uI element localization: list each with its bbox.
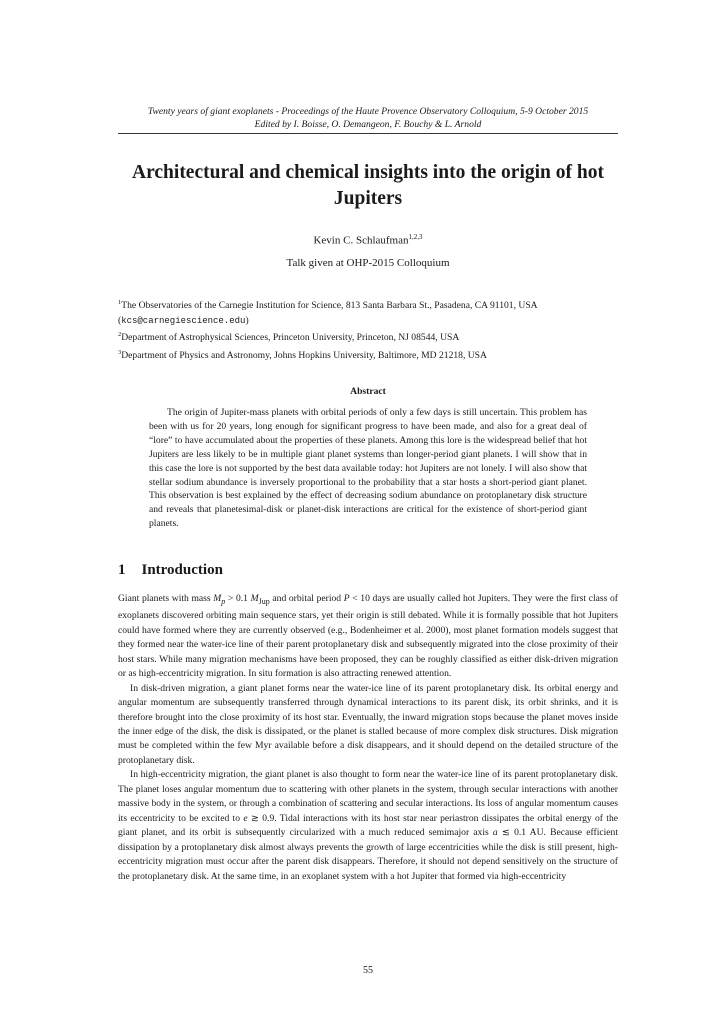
math-e-relation: ≳ 0.9: [247, 812, 275, 824]
author-name: Kevin C. Schlaufman: [313, 234, 409, 247]
running-header: [118, 106, 618, 131]
affiliations: [118, 296, 618, 364]
email-address[interactable]: kcs@carnegiescience.edu: [121, 315, 246, 326]
math-mp-symbol: M: [213, 593, 222, 604]
header-rule: [118, 133, 618, 134]
header-line-1: Twenty years of giant exoplanets - Proceedings of the Haute Provence Observatory Colloquium, 5-9 October 2015: [147, 106, 589, 117]
affil-text-1: The Observatories of the Carnegie Institution for Science, 813 Santa Barbara St., Pasadena, CA 91101, USA: [121, 300, 538, 312]
affil-mark-3: 3: [118, 349, 122, 357]
abstract-text: The origin of Jupiter-mass planets with orbital periods of only a few days is still uncertain. This problem has been with us for 20 years, long enough for significant progress to have been made, and also for a great deal of “lore” to have accumulated about the properties of these planets. Among this lore is the widespread belief that hot Jupiters are less likely to be in multiple giant planet systems than longer-period giant planets. I will show that in this case the lore is not supported by the best data available today: hot Jupiters are not lonely. I will also show that stellar sodium abundance is inversely proportional to the probability that a star hosts a short-period giant planet. This observation is best explained by the effect of decreasing sodium abundance on protoplanetary disk structure and reveals that planetesimal-disk or planet-disk interactions are critical for the existence of short-period giant planets.: [149, 407, 587, 530]
talk-note: Talk given at OHP-2015 Colloquium: [286, 257, 450, 269]
paragraph-3: [118, 768, 618, 884]
paper-title: Architectural and chemical insights into the origin of hot Jupiters: [132, 162, 604, 209]
section-title: Introduction: [141, 562, 223, 578]
affil-text-2: Department of Astrophysical Sciences, Princeton University, Princeton, NJ 08544, USA: [121, 332, 460, 344]
math-a-relation: ≲ 0.1 AU: [497, 827, 544, 839]
author-line: [118, 233, 618, 247]
p1-text-b: and orbital period: [269, 593, 344, 604]
section-heading: [118, 562, 223, 579]
math-a-symbol: a: [492, 827, 498, 839]
affiliation-1: [118, 296, 618, 314]
math-mp-relation: > 0.1: [225, 593, 251, 604]
p3-text-a: In high-eccentricity migration, the giant planet is also thought to form near the water-ice line of its parent protoplanetary disk. The planet loses angular momentum due to scattering with other planets in the system, through secular interactions with another massive body in the system, or through a combination of scattering and secular interactions. Its loss of angular momentum causes its eccentricity to be excited to: [118, 769, 618, 824]
abstract-heading: Abstract: [350, 386, 386, 397]
page-number: 55: [363, 965, 373, 976]
math-mjup-symbol: M: [250, 593, 259, 604]
p3-text-b: . Tidal interactions with its host star near periastron dissipates the orbital energy of the giant planet, and its orbit is subsequently circularized with a much reduced semimajor axis: [118, 812, 619, 839]
math-period-relation: < 10 days: [349, 593, 391, 604]
affil-text-3: Department of Physics and Astronomy, Johns Hopkins University, Baltimore, MD 21218, USA: [121, 350, 487, 362]
p1-text-a: Giant planets with mass: [118, 593, 214, 604]
paragraph-2: In disk-driven migration, a giant planet forms near the water-ice line of its parent protoplanetary disk. Its orbital energy and angular momentum are subsequently transferred through dynamical interactions to its parent disk, its orbit shrinks, and it is therefore brought into the close proximity of its host star. Eventually, the inward migration stops because the planet moves inside the inner edge of the disk, the disk is dissipated, or the planet is stalled because of more complex disk structures. Disk migration must be completed within the few Myr available before a disk disappears, and it should depend on the detailed structure of the protoplanetary disk.: [118, 682, 618, 766]
affiliation-2: [118, 328, 618, 346]
affil-mark-2: 2: [118, 331, 122, 339]
math-e-symbol: e: [243, 812, 248, 824]
section-body: [118, 592, 618, 884]
header-line-2: Edited by I. Boisse, O. Demangeon, F. Bouchy & L. Arnold: [254, 118, 482, 130]
math-mp-sub: p: [221, 596, 226, 606]
author-email[interactable]: (kcs@carnegiescience.edu): [118, 314, 249, 326]
math-mjup-sub: Jup: [258, 596, 270, 606]
p1-text-c: are usually called hot Jupiters. They were the first class of exoplanets discovered orbiting main sequence stars, yet their origin is still debated. While it is formally possible that hot Jupiters could have formed where they are currently observed (e.g., Bodenheimer et al. 2000), most planet formation models suggest that they formed near the water-ice line of their parent protoplanetary disk and subsequently migrated into the close proximity of their host stars. While many migration mechanisms have been proposed, they can be roughly classified as either disk-driven migration or as high-eccentricity migration. In situ formation is also attracting renewed attention.: [118, 593, 618, 680]
section-number: 1: [118, 562, 126, 578]
affiliation-3: [118, 346, 618, 364]
author-affil-marks: 1,2,3: [408, 233, 423, 241]
paragraph-1: [118, 592, 618, 682]
math-period-symbol: P: [343, 593, 350, 604]
affil-mark-1: 1: [118, 299, 122, 306]
p3-text-c: . Because efficient dissipation by a protoplanetary disk almost always prevents the growth of large eccentricities while the disk is still present, high-eccentricity migration must occur after the parent disk disappears. Therefore, it should not depend sensitively on the structure of the protoplanetary disk. At the same time, in an exoplanet system with a hot Jupiter that formed via high-eccentricity: [118, 827, 618, 882]
